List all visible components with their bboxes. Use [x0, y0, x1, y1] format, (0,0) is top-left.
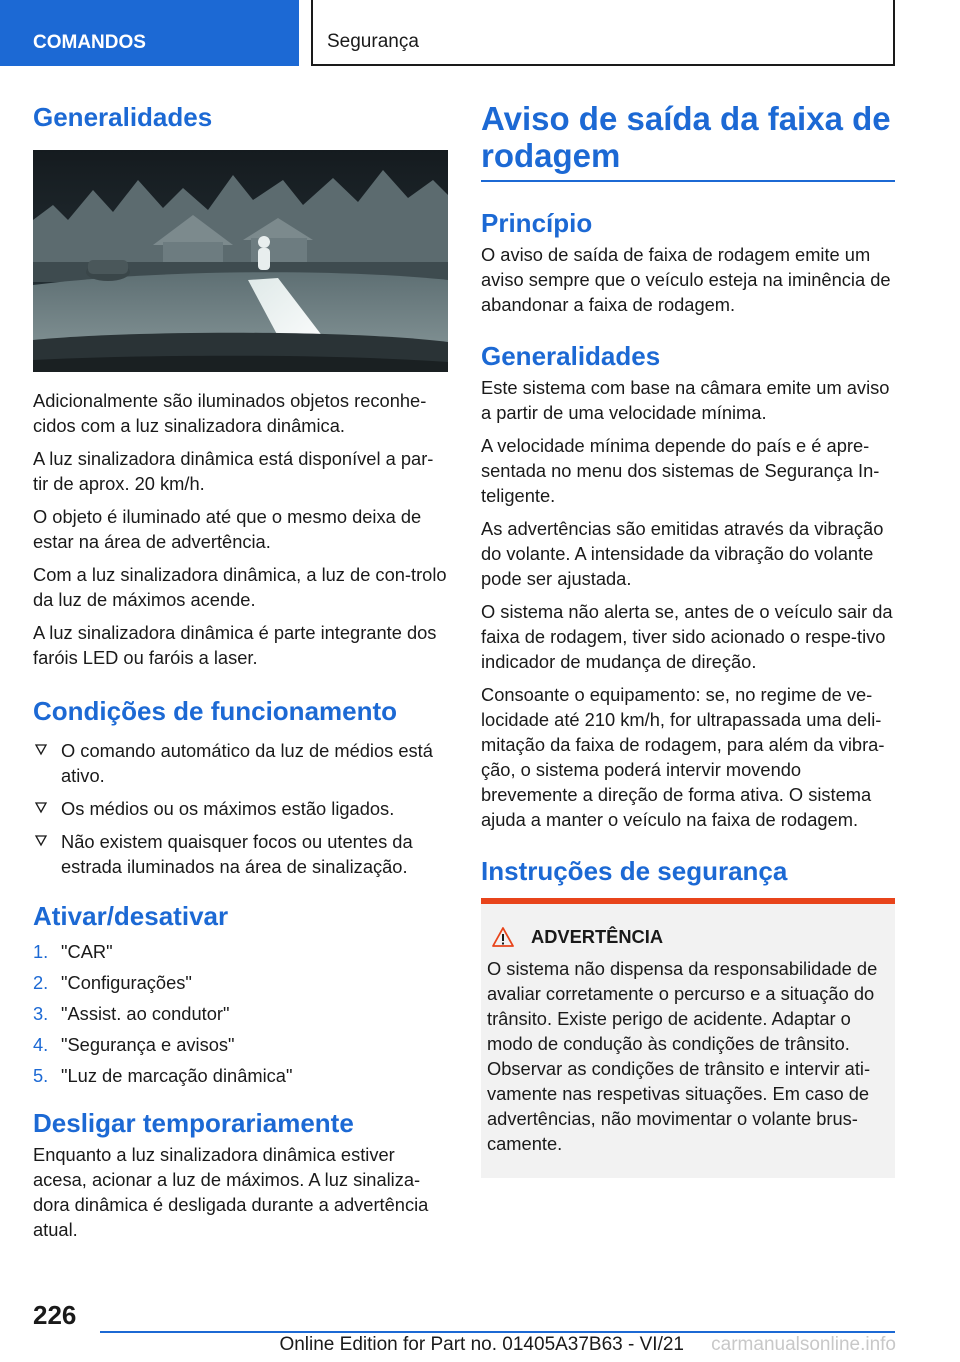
paragraph: Consoante o equipamento: se, no regime de ve‐locidade até 210 km/h, for ultrapassada uma deli‐mitação da faixa de rodagem, para além da vibra‐ção, o sistema poderá intervir movendo brevemente a direção de forma ativa. O sistema ajuda a manter o veículo na faixa de rodagem. — [481, 684, 885, 830]
triangle-bullet-icon — [34, 834, 48, 848]
paragraph: O objeto é iluminado até que o mesmo deixa de estar na área de advertência. — [33, 506, 422, 552]
left-column — [33, 100, 448, 1242]
step-item: 3. "Assist. ao condutor" — [33, 1003, 230, 1024]
chapter-title: Segurança — [311, 0, 895, 66]
step-item: 2. "Configurações" — [33, 972, 192, 993]
activate-steps — [33, 939, 448, 1088]
heading-disable: Desligar temporariamente — [33, 1108, 354, 1138]
page-number: 226 — [33, 1300, 77, 1330]
list-item: Não existem quaisquer focos ou utentes da estrada iluminados na área de sinalização. — [33, 829, 448, 879]
paragraph: Com a luz sinalizadora dinâmica, a luz de con‐trolo da luz de máximos acende. — [33, 564, 447, 610]
section-tab: COMANDOS — [0, 0, 299, 66]
footer-rule — [100, 1331, 895, 1333]
list-item: O comando automático da luz de médios está ativo. — [33, 738, 448, 788]
heading-principle: Princípio — [481, 208, 593, 238]
paragraph: A velocidade mínima depende do país e é apre‐sentada no menu dos sistemas de Segurança In‐teligente. — [481, 435, 880, 506]
paragraph: As advertências são emitidas através da vibração do volante. A intensidade da vibração do volante pode ser ajustada. — [481, 518, 884, 589]
heading-activate: Ativar/desativar — [33, 901, 229, 931]
step-item: 4. "Segurança e avisos" — [33, 1034, 235, 1055]
heading-general: Generalidades — [481, 341, 661, 371]
paragraph: A luz sinalizadora dinâmica está disponível a par‐tir de aprox. 20 km/h. — [33, 448, 434, 494]
conditions-list — [33, 738, 448, 879]
heading-lane-departure: Aviso de saída da faixa de rodagem — [481, 100, 891, 174]
heading-conditions: Condições de funcionamento — [33, 696, 398, 726]
step-item: 1. "CAR" — [33, 941, 113, 962]
heading-safety: Instruções de segurança — [481, 856, 788, 886]
triangle-bullet-icon — [34, 801, 48, 815]
watermark: carmanualsonline.info — [711, 1334, 896, 1355]
paragraph: O aviso de saída de faixa de rodagem emite um aviso sempre que o veículo esteja na iminência de abandonar a faixa de rodagem. — [481, 244, 891, 315]
paragraph: Este sistema com base na câmara emite um aviso a partir de uma velocidade mínima. — [481, 377, 890, 423]
paragraph: O sistema não alerta se, antes de o veículo sair da faixa de rodagem, tiver sido acionado o respe‐tivo indicador de mudança de direção. — [481, 601, 893, 672]
step-item: 5. "Luz de marcação dinâmica" — [33, 1065, 293, 1086]
paragraph: Adicionalmente são iluminados objetos reconhe‐cidos com a luz sinalizadora dinâmica. — [33, 390, 427, 436]
paragraph: Enquanto a luz sinalizadora dinâmica estiver acesa, acionar a luz de máximos. A luz sinaliza‐dora dinâmica é desligada durante a advertência atual. — [33, 1144, 429, 1240]
list-item: Os médios ou os máximos estão ligados. — [33, 796, 448, 821]
heading-generalidades: Generalidades — [33, 102, 213, 132]
warning-box — [481, 898, 895, 1178]
paragraph: A luz sinalizadora dinâmica é parte integrante dos faróis LED ou faróis a laser. — [33, 622, 437, 668]
warning-text: O sistema não dispensa da responsabilidade de avaliar corretamente o percurso e a situação do trânsito. Existe perigo de acidente. Adaptar o modo de condução às condições de trânsito. Observar as condições de trânsito e intervir ati‐vamente nas respetivas situações. Em caso de advertências, não movimentar o volante brus‐camente. — [487, 958, 878, 1154]
right-column — [481, 100, 895, 1178]
night-road-illustration — [33, 150, 448, 372]
warning-triangle-icon — [491, 926, 515, 948]
triangle-bullet-icon — [34, 743, 48, 757]
edition-text: Online Edition for Part no. 01405A37B63 - VI/21 — [279, 1334, 684, 1355]
warning-title: ADVERTÊNCIA — [491, 926, 885, 948]
heading-rule — [481, 180, 895, 182]
